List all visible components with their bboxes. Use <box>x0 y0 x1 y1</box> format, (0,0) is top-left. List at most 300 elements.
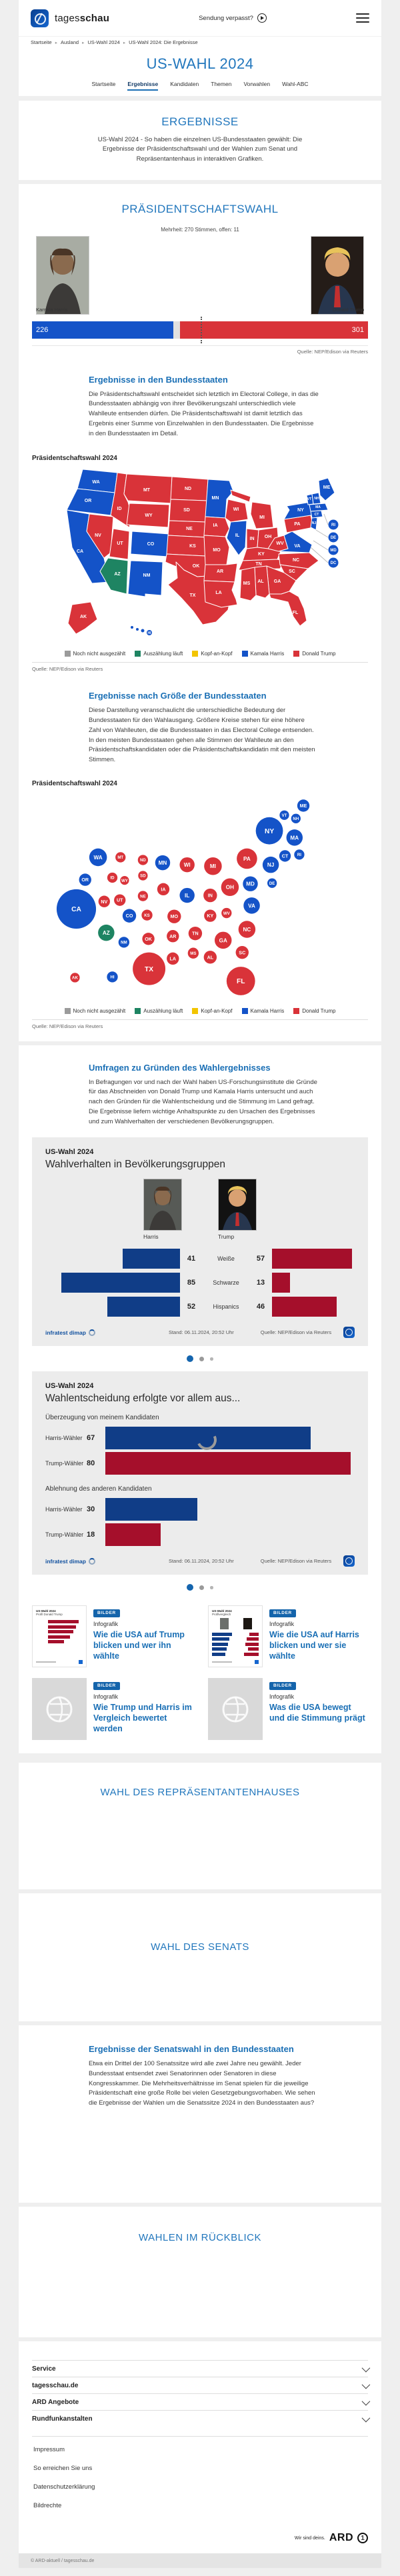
play-icon[interactable] <box>257 13 267 23</box>
trump-bar <box>272 1297 337 1317</box>
breadcrumb-link[interactable]: US-Wahl 2024 <box>87 39 120 45</box>
bubble-label-UT: UT <box>116 897 123 903</box>
infographic1-footer <box>45 1327 355 1338</box>
teaser-thumbnail-chart: US-Wahl 2024 Profilvergleich <box>208 1605 263 1667</box>
accordion-label: tagesschau.de <box>32 2381 79 2389</box>
legend-swatch <box>293 1008 299 1014</box>
state-label-DE: DE <box>330 536 337 541</box>
bubble-map-svg <box>41 790 355 998</box>
source-note: Quelle: NEP/Edison via Reuters <box>297 348 368 355</box>
ergebnisse-title: ERGEBNISSE <box>161 115 239 128</box>
bubble-label-AL: AL <box>207 955 214 961</box>
trump-value: 13 <box>256 1279 265 1287</box>
bubble-label-IA: IA <box>161 887 166 893</box>
harris-bar-segment <box>32 321 173 339</box>
infratest-dimap-logo: infratest dimap <box>45 1329 95 1336</box>
decision-row <box>45 1451 355 1476</box>
legend-item <box>293 651 335 657</box>
kamala-harris-photo <box>36 236 89 315</box>
bubble-label-WI: WI <box>183 861 191 868</box>
state-label-GA: GA <box>273 579 281 585</box>
state-MI[interactable] <box>231 490 251 502</box>
app-header <box>19 0 381 36</box>
teaser-title: Wie die USA auf Trump blicken und wer ihn wählte <box>93 1630 185 1661</box>
sendung-verpasst-link[interactable]: Sendung verpasst? <box>199 13 267 23</box>
infographic-decision <box>32 1371 368 1575</box>
harris-bar <box>61 1273 181 1293</box>
breadcrumb-separator-icon: ▸ <box>123 40 126 45</box>
footer-accordion-service[interactable] <box>32 2360 368 2377</box>
ard-one-icon: 1 <box>357 2533 368 2543</box>
harris-value: 85 <box>187 1279 196 1287</box>
trump-value: 57 <box>256 1255 265 1263</box>
umfragen-text: In Befragungen vor und nach der Wahl haben US-Forschungsinstitute die Gründe für das Abschneiden von Donald Trump und Kamala Harris untersucht und auch nach den Gründen für die Wahlentscheidung und die Stimmung im Land gefragt. Die Ergebnisse liefern wichtige Anhaltspunkte zu den Ursachen des Ergebnisses und zum Wahlverhalten der verschiedenen Bevölkerungsgruppen. <box>89 1078 317 1125</box>
legend-label: Kamala Harris <box>250 651 285 657</box>
bubble-label-NE: NE <box>140 893 146 899</box>
footer-link[interactable]: Impressum <box>33 2446 65 2454</box>
accordion-label: Service <box>32 2365 56 2373</box>
bubble-label-WA: WA <box>93 854 103 861</box>
bubble-label-NC: NC <box>243 926 251 933</box>
chevron-down-icon <box>362 2380 371 2389</box>
teaser-badge: BILDER <box>269 1682 296 1690</box>
bubble-label-WY: WY <box>121 878 128 883</box>
infographic2-footer <box>45 1555 355 1567</box>
state-label-MS: MS <box>243 581 251 587</box>
dimap-swirl-icon <box>89 1558 95 1565</box>
footer-link[interactable]: Bildrechte <box>33 2502 62 2510</box>
bubble-label-NV: NV <box>101 899 108 905</box>
senatswahl-heading: Ergebnisse der Senatswahl in den Bundesstaaten <box>89 2044 294 2055</box>
teaser-card[interactable] <box>32 1605 192 1667</box>
tab-startseite[interactable]: Startseite <box>91 81 116 87</box>
carousel-dot[interactable] <box>199 1585 204 1590</box>
bubble-label-MI: MI <box>209 863 216 869</box>
state-label-OH: OH <box>264 535 272 540</box>
state-label-CA: CA <box>76 549 84 555</box>
teaser-grid <box>32 1605 368 1740</box>
states-heading: Ergebnisse in den Bundesstaaten <box>89 374 228 385</box>
state-label-NC: NC <box>292 558 300 563</box>
state-label-NJ: NJ <box>311 521 317 526</box>
bubble-label-OK: OK <box>145 936 152 942</box>
footer-accordions <box>32 2360 368 2427</box>
legend-swatch <box>135 651 141 657</box>
tab-wahl-abc[interactable]: Wahl-ABC <box>282 81 309 87</box>
hamburger-menu-icon[interactable] <box>356 13 369 23</box>
legend-label: Kopf-an-Kopf <box>201 1007 233 1014</box>
bubble-label-ME: ME <box>299 803 307 809</box>
teaser-kicker: Infografik <box>93 1693 119 1701</box>
state-FL[interactable] <box>269 591 307 626</box>
size-text: Diese Darstellung veranschaulicht die unterschiedliche Bedeutung der Bundesstaaten für den Wahlausgang. Größere Kreise stehen für eine höhere Zahl von Wahlleuten, die die Bundesstaaten in das Electoral College entsenden. In den meisten Bundesstaaten gehen alle Stimmen der Wahlleute an den Präsidentschaftskandidaten oder die Präsidentschaftskandidatin mit den meisten Stimmen. <box>89 707 315 763</box>
accordion-label: Rundfunkanstalten <box>32 2415 93 2423</box>
state-label-KY: KY <box>258 552 265 557</box>
state-HI[interactable] <box>141 629 145 633</box>
state-label-HI: HI <box>147 631 151 636</box>
bubble-label-SC: SC <box>239 949 246 955</box>
carousel-dot[interactable] <box>187 1355 193 1362</box>
state-IL[interactable] <box>227 521 247 555</box>
legend-swatch <box>192 651 198 657</box>
teaser-thumbnail-placeholder <box>208 1678 263 1740</box>
bubble-label-AR: AR <box>169 933 177 939</box>
state-label-WI: WI <box>233 507 239 513</box>
ard-wordmark: ARD <box>329 2532 353 2544</box>
state-label-UT: UT <box>117 541 123 547</box>
carousel-dot[interactable] <box>210 1586 213 1589</box>
decision-value: 80 <box>87 1459 95 1468</box>
chevron-down-icon <box>362 2413 371 2422</box>
infographic2-source: Quelle: NEP/Edison via Reuters <box>260 1558 332 1565</box>
bubble-label-GA: GA <box>219 937 227 943</box>
footer-accordion-ardangebote[interactable] <box>32 2393 368 2410</box>
state-label-OR: OR <box>84 499 92 504</box>
state-label-OK: OK <box>192 564 200 569</box>
dimap-swirl-icon <box>89 1329 95 1336</box>
repraesentantenhaus-title: WAHL DES REPRÄSENTANTENHAUSES <box>100 1787 300 1799</box>
infographic1-title: Wahlverhalten in Bevölkerungsgruppen <box>45 1159 225 1171</box>
bubble-label-CT: CT <box>281 853 289 859</box>
trump-bar-segment <box>180 321 368 339</box>
state-label-NY: NY <box>297 508 304 513</box>
teaser-badge: BILDER <box>93 1682 120 1690</box>
state-label-FL: FL <box>292 611 299 616</box>
umfragen-heading: Umfragen zu Gründen des Wahlergebnisses <box>89 1062 271 1073</box>
bubble-source: Quelle: NEP/Edison via Reuters <box>32 1023 103 1029</box>
harris-bar <box>107 1297 180 1317</box>
legend-item <box>293 1008 335 1014</box>
bubble-label-SD: SD <box>140 873 146 879</box>
candidates-block <box>32 225 368 319</box>
state-HI[interactable] <box>136 628 139 631</box>
harris-votes: 226 <box>36 325 49 334</box>
footer-links <box>32 2436 368 2509</box>
tagesschau-mini-logo <box>255 1660 259 1664</box>
breadcrumb-separator-icon: ▸ <box>82 40 85 45</box>
bubble-label-VA: VA <box>248 902 255 909</box>
decision-value: 67 <box>87 1434 95 1443</box>
demographic-category: Schwarze <box>213 1279 239 1287</box>
state-label-SD: SD <box>183 508 190 513</box>
bubble-label-NM: NM <box>121 940 127 945</box>
us-map <box>32 466 368 644</box>
carousel-dots <box>32 1355 368 1362</box>
repraesentantenhaus-card <box>19 1763 381 1889</box>
state-label-CT: CT <box>314 513 319 517</box>
infographic2-kicker: US-Wahl 2024 <box>45 1382 94 1391</box>
bubble-label-DE: DE <box>269 881 275 886</box>
harris-value: 52 <box>187 1303 196 1311</box>
infographic2-title: Wahlentscheidung erfolgte vor allem aus... <box>45 1393 241 1405</box>
bubble-label-IN: IN <box>207 893 213 899</box>
bubble-label-FL: FL <box>237 977 245 985</box>
teaser-card[interactable] <box>208 1605 368 1667</box>
state-label-MD: MD <box>330 549 337 553</box>
harris-col-label: Harris <box>143 1233 159 1241</box>
page-title: US-WAHL 2024 <box>146 55 254 72</box>
state-label-SC: SC <box>289 569 295 575</box>
tagesschau-mini-logo <box>79 1660 83 1664</box>
state-label-ME: ME <box>323 485 331 491</box>
demographic-rows <box>45 1247 355 1319</box>
bubble-label-TX: TX <box>145 965 154 973</box>
ergebnisse-text: US-Wahl 2024 - So haben die einzelnen US-Bundesstaaten gewählt: Die Ergebnisse der Präsidentschaftswahl und der Wahlen zum Senat und Repräsentantenhaus in interaktiven Grafiken. <box>97 136 303 163</box>
legend-label: Kamala Harris <box>250 1007 285 1014</box>
bubble-label-AZ: AZ <box>102 929 110 936</box>
decision-bar <box>105 1523 161 1546</box>
copyright-bar <box>19 2553 381 2568</box>
harris-name: Kamala Harris <box>36 306 68 313</box>
legend-item <box>192 1008 232 1014</box>
state-label-MN: MN <box>211 496 219 501</box>
state-label-MO: MO <box>213 548 221 553</box>
bubble-label-VT: VT <box>281 813 287 818</box>
teaser-title: Wie Trump und Harris im Vergleich bewertet werden <box>93 1703 192 1733</box>
legend-label: Auszählung läuft <box>143 651 183 657</box>
globe-icon <box>45 1695 74 1724</box>
stand-note: Stand: 06.11.2024, 20:52 Uhr <box>168 1329 234 1336</box>
size-heading: Ergebnisse nach Größe der Bundesstaaten <box>89 691 267 701</box>
majority-marker <box>201 317 202 343</box>
legend-item <box>242 651 285 657</box>
state-label-TX: TX <box>189 593 196 599</box>
demographic-row <box>45 1271 355 1295</box>
teaser-thumbnail-chart: US-Wahl 2024 Profil Donald Trump <box>32 1605 87 1667</box>
teaser-card[interactable] <box>32 1678 192 1740</box>
state-label-IA: IA <box>213 523 218 529</box>
state-label-CO: CO <box>147 542 155 547</box>
us-map-svg <box>32 466 368 641</box>
decision-bar <box>105 1498 197 1521</box>
legend-swatch <box>65 1008 71 1014</box>
decision-group-title: Ablehnung des anderen Kandidaten <box>45 1485 152 1493</box>
tab-kandidaten[interactable]: Kandidaten <box>170 81 199 87</box>
copyright-text: © ARD-aktuell / tagesschau.de <box>31 2558 95 2563</box>
bubble-label-IL: IL <box>185 892 190 899</box>
infographic1-kicker: US-Wahl 2024 <box>45 1148 94 1157</box>
trump-bar <box>272 1249 352 1269</box>
state-label-MT: MT <box>143 488 151 493</box>
decision-value: 30 <box>87 1505 95 1514</box>
state-label-WY: WY <box>145 513 153 519</box>
bubble-label-ND: ND <box>139 857 146 863</box>
state-label-NH: NH <box>314 497 319 501</box>
voter-group-label: Harris-Wähler <box>45 1435 83 1442</box>
state-label-MA: MA <box>315 505 321 510</box>
bubble-label-NY: NY <box>264 827 275 835</box>
voter-group-label: Trump-Wähler <box>45 1460 84 1467</box>
donald-trump-photo <box>311 236 364 315</box>
state-label-AR: AR <box>216 569 224 575</box>
bubble-label-CO: CO <box>125 913 133 919</box>
tagesschau-mini-logo <box>343 1555 355 1567</box>
footer-link[interactable]: Datenschutzerklärung <box>33 2483 95 2491</box>
chevron-down-icon <box>362 2363 371 2372</box>
hub-tabs <box>19 81 381 96</box>
legend-label: Donald Trump <box>302 1007 336 1014</box>
bubble-label-KS: KS <box>144 913 150 918</box>
voter-group-label: Harris-Wähler <box>45 1506 83 1513</box>
bubble-label-RI: RI <box>297 852 301 857</box>
infratest-dimap-logo: infratest dimap <box>45 1558 95 1565</box>
decision-group <box>45 1485 355 1547</box>
ergebnisse-card <box>19 101 381 180</box>
decision-bar <box>105 1452 351 1475</box>
bubble-label-NH: NH <box>293 816 299 821</box>
trump-col-label: Trump <box>218 1233 235 1241</box>
breadcrumb <box>19 36 381 49</box>
tagesschau-logo-icon[interactable] <box>31 9 49 27</box>
harris-photo-small <box>143 1179 182 1231</box>
teaser-kicker: Infografik <box>269 1693 295 1701</box>
legend-label: Donald Trump <box>302 651 336 657</box>
rueckblick-card <box>19 2207 381 2337</box>
demographic-category: Hispanics <box>213 1303 239 1311</box>
teaser-title: Was die USA bewegt und die Stimmung prägt <box>269 1703 365 1723</box>
state-label-NE: NE <box>186 527 193 532</box>
carousel-dot[interactable] <box>199 1357 204 1361</box>
footer-accordion-tagesschaude[interactable] <box>32 2377 368 2393</box>
bubble-label-ID: ID <box>110 875 115 881</box>
breadcrumb-separator-icon: ▸ <box>55 40 57 45</box>
legend-swatch <box>65 651 71 657</box>
stand-note: Stand: 06.11.2024, 20:52 Uhr <box>168 1558 234 1565</box>
bubble-label-OR: OR <box>81 877 89 883</box>
bubble-label-KY: KY <box>207 913 214 919</box>
demographic-row <box>45 1295 355 1319</box>
state-label-WV: WV <box>276 541 284 547</box>
legend-label: Noch nicht ausgezählt <box>73 1007 126 1014</box>
map-title: Präsidentschaftswahl 2024 <box>32 455 117 463</box>
decision-row <box>45 1497 355 1522</box>
breadcrumb-link[interactable]: Startseite <box>31 39 52 45</box>
bubble-label-PA: PA <box>243 855 251 862</box>
state-HI[interactable] <box>131 626 133 629</box>
praesidentschaftswahl-title: PRÄSIDENTSCHAFTSWAHL <box>121 202 279 215</box>
decision-value: 18 <box>87 1531 95 1539</box>
footer-accordion-rundfunkanstalten[interactable] <box>32 2410 368 2427</box>
carousel-dot[interactable] <box>210 1357 213 1361</box>
state-label-AL: AL <box>257 579 264 585</box>
state-label-IN: IN <box>249 537 255 542</box>
teaser-thumbnail-placeholder <box>32 1678 87 1740</box>
legend-swatch <box>135 1008 141 1014</box>
legend-label: Auszählung läuft <box>143 1007 183 1014</box>
infographic-demographics <box>32 1137 368 1346</box>
breadcrumb-link[interactable]: US-Wahl 2024: Die Ergebnisse <box>129 39 198 45</box>
globe-icon <box>221 1695 250 1724</box>
voter-group-label: Trump-Wähler <box>45 1531 84 1539</box>
carousel-dots <box>32 1584 368 1591</box>
map-legend <box>32 651 368 657</box>
rueckblick-title: WAHLEN IM RÜCKBLICK <box>139 2232 261 2244</box>
bubble-label-MD: MD <box>246 881 255 887</box>
harris-value: 41 <box>187 1255 196 1263</box>
brand-wordmark[interactable]: tagesschau <box>55 12 110 24</box>
state-label-AZ: AZ <box>114 572 121 577</box>
state-label-ND: ND <box>184 487 192 492</box>
demographic-row <box>45 1247 355 1271</box>
legend-swatch <box>242 651 248 657</box>
bubble-map <box>41 790 368 1001</box>
state-label-MI: MI <box>259 515 265 521</box>
senatswahl-text: Etwa ein Drittel der 100 Senatssitze wird alle zwei Jahre neu gewählt. Jeder Bundesstaat entsendet zwei Senatorinnen oder Senatoren in diese Kongresskammer. Die Mehrheitsverhältnisse im Senat spielen für die jeweilige Präsidentschaft eine große Rolle bei vielen Gesetzgebungsvorhaben. Wie sehen die Ergebnisse der Wahlen um die Senatssitze 2024 in den Bundesstaaten aus? <box>89 2060 315 2107</box>
legend-item <box>65 1008 126 1014</box>
carousel-dot[interactable] <box>187 1584 193 1591</box>
state-NM[interactable] <box>128 561 163 597</box>
state-label-PA: PA <box>294 522 301 527</box>
map-legend <box>32 1008 368 1014</box>
page-footer <box>19 2341 381 2568</box>
bubble-label-MT: MT <box>117 855 124 860</box>
state-label-NM: NM <box>143 573 151 579</box>
state-label-VT: VT <box>307 497 312 502</box>
state-label-ID: ID <box>117 507 122 512</box>
bubble-label-TN: TN <box>192 931 199 937</box>
state-label-LA: LA <box>215 591 222 596</box>
state-label-VA: VA <box>294 544 301 549</box>
teaser-kicker: Infografik <box>269 1621 295 1628</box>
legend-item <box>135 651 183 657</box>
senat-title: WAHL DES SENATS <box>151 1941 249 1953</box>
bubble-label-MA: MA <box>290 834 299 841</box>
legend-label: Kopf-an-Kopf <box>201 651 233 657</box>
map-source: Quelle: NEP/Edison via Reuters <box>32 666 103 673</box>
bubble-label-OH: OH <box>225 884 235 891</box>
footer-link[interactable]: So erreichen Sie uns <box>33 2465 93 2473</box>
bubble-title: Präsidentschaftswahl 2024 <box>32 779 117 787</box>
senatswahl-card <box>19 2025 381 2203</box>
bubble-label-NJ: NJ <box>267 861 275 868</box>
decision-row <box>45 1522 355 1547</box>
trump-name: Donald Trump <box>332 306 364 313</box>
state-label-WA: WA <box>92 480 100 485</box>
demographic-category: Weiße <box>217 1255 235 1263</box>
state-label-IL: IL <box>235 533 240 539</box>
open-bar-segment <box>173 321 180 339</box>
teaser-title: Wie die USA auf Harris blicken und wer sie wählte <box>269 1630 359 1661</box>
tab-themen[interactable]: Themen <box>211 81 232 87</box>
tab-vorwahlen[interactable]: Vorwahlen <box>243 81 271 87</box>
state-label-TN: TN <box>255 562 262 567</box>
trump-votes: 301 <box>351 325 364 334</box>
legend-label: Noch nicht ausgezählt <box>73 651 126 657</box>
bubble-label-WV: WV <box>223 911 230 916</box>
tab-ergebnisse[interactable]: Ergebnisse <box>127 81 158 91</box>
state-label-DC: DC <box>330 561 337 566</box>
teaser-card[interactable] <box>208 1678 368 1740</box>
accordion-label: ARD Angebote <box>32 2398 79 2406</box>
bubble-label-AK: AK <box>72 975 78 981</box>
teaser-badge: BILDER <box>93 1609 120 1617</box>
state-label-RI: RI <box>331 523 335 528</box>
legend-swatch <box>242 1008 248 1014</box>
legend-item <box>65 651 126 657</box>
umfragen-card <box>19 1045 381 1754</box>
legend-swatch <box>293 651 299 657</box>
teaser-kicker: Infografik <box>93 1621 119 1628</box>
bubble-label-MN: MN <box>158 859 167 866</box>
decision-group-title: Überzeugung von meinem Kandidaten <box>45 1414 159 1422</box>
state-label-KS: KS <box>189 544 196 549</box>
breadcrumb-link[interactable]: Ausland <box>60 39 79 45</box>
states-text: Die Präsidentschaftswahl entscheidet sich letztlich im Electoral College, in das die Bundesstaaten abhängig von ihrer Bevölkerungszahl unterschiedlich viele Wahlleute entsenden dürfen. Die Präsidentschaftswahl ist damit letztlich das Ergebnis einer Summe von Einzelwahlen in den Bundesstaaten. Die Ergebnisse in den Bundesstaaten im Detail. <box>89 390 319 437</box>
electoral-bar <box>32 321 368 339</box>
legend-item <box>192 651 232 657</box>
harris-bar <box>123 1249 180 1269</box>
tagesschau-mini-logo <box>343 1327 355 1338</box>
